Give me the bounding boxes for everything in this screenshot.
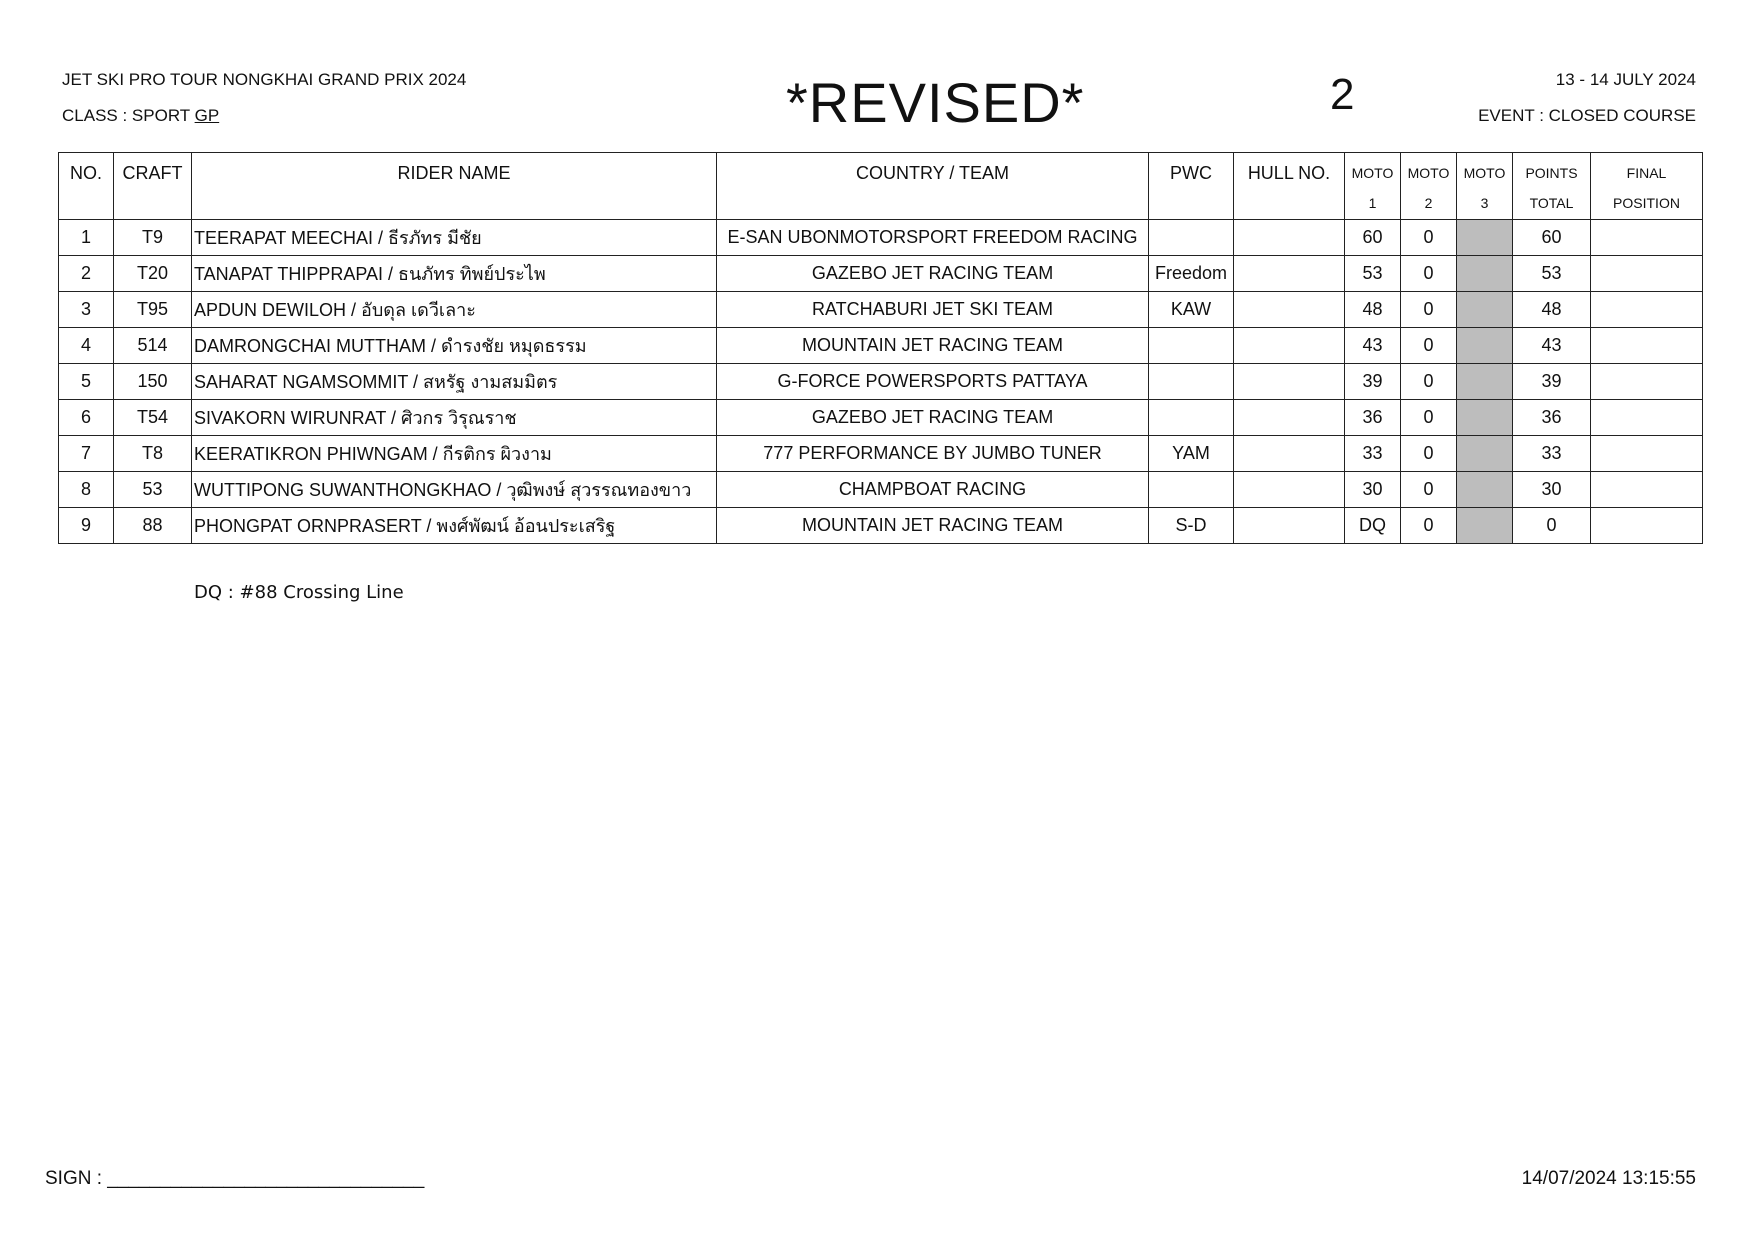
class-prefix: CLASS : SPORT: [62, 106, 190, 125]
event-date: 13 - 14 JULY 2024: [1555, 70, 1696, 89]
cell-points-total: 33: [1513, 436, 1591, 472]
cell-pwc: [1149, 400, 1234, 436]
cell-country-team: GAZEBO JET RACING TEAM: [717, 256, 1149, 292]
print-timestamp: 14/07/2024 13:15:55: [1521, 1168, 1696, 1189]
cell-rider-name: SIVAKORN WIRUNRAT / ศิวกร วิรุณราช: [192, 400, 717, 436]
cell-hull-no: [1234, 292, 1345, 328]
sign-line: SIGN : ______________________________: [45, 1168, 425, 1189]
cell-moto-1: 36: [1345, 400, 1401, 436]
cell-no: 6: [59, 400, 114, 436]
cell-moto-3: [1457, 220, 1513, 256]
cell-craft: T8: [114, 436, 192, 472]
col-country-team: COUNTRY / TEAM: [717, 153, 1149, 220]
table-row: [59, 220, 1703, 256]
cell-moto-1: DQ: [1345, 508, 1401, 544]
cell-pwc: KAW: [1149, 292, 1234, 328]
cell-hull-no: [1234, 400, 1345, 436]
cell-craft: 53: [114, 472, 192, 508]
cell-pwc: [1149, 364, 1234, 400]
cell-points-total: 53: [1513, 256, 1591, 292]
class-label: [62, 106, 219, 126]
col-final-position: FINAL POSITION: [1591, 153, 1703, 220]
cell-craft: 150: [114, 364, 192, 400]
cell-craft: 88: [114, 508, 192, 544]
cell-rider-name: TANAPAT THIPPRAPAI / ธนภัทร ทิพย์ประไพ: [192, 256, 717, 292]
cell-rider-name: DAMRONGCHAI MUTTHAM / ดำรงชัย หมุดธรรม: [192, 328, 717, 364]
cell-rider-name: TEERAPAT MEECHAI / ธีรภัทร มีชัย: [192, 220, 717, 256]
cell-moto-3: [1457, 436, 1513, 472]
cell-craft: T95: [114, 292, 192, 328]
col-no: NO.: [59, 153, 114, 220]
cell-no: 4: [59, 328, 114, 364]
cell-craft: T54: [114, 400, 192, 436]
cell-no: 8: [59, 472, 114, 508]
cell-moto-1: 60: [1345, 220, 1401, 256]
cell-final-position: [1591, 220, 1703, 256]
cell-final-position: [1591, 472, 1703, 508]
cell-moto-3: [1457, 400, 1513, 436]
cell-moto-3: [1457, 328, 1513, 364]
cell-moto-1: 30: [1345, 472, 1401, 508]
cell-moto-2: 0: [1401, 436, 1457, 472]
col-hull-no: HULL NO.: [1234, 153, 1345, 220]
cell-moto-3: [1457, 472, 1513, 508]
cell-no: 7: [59, 436, 114, 472]
cell-hull-no: [1234, 436, 1345, 472]
table-row: [59, 508, 1703, 544]
cell-hull-no: [1234, 220, 1345, 256]
cell-moto-2: 0: [1401, 328, 1457, 364]
col-craft: CRAFT: [114, 153, 192, 220]
event-title: JET SKI PRO TOUR NONGKHAI GRAND PRIX 2024: [62, 70, 467, 89]
col-moto-2: MOTO 2: [1401, 153, 1457, 220]
cell-rider-name: SAHARAT NGAMSOMMIT / สหรัฐ งามสมมิตร: [192, 364, 717, 400]
cell-pwc: [1149, 220, 1234, 256]
cell-points-total: 48: [1513, 292, 1591, 328]
cell-country-team: G-FORCE POWERSPORTS PATTAYA: [717, 364, 1149, 400]
cell-no: 3: [59, 292, 114, 328]
table-row: [59, 364, 1703, 400]
cell-no: 1: [59, 220, 114, 256]
cell-country-team: GAZEBO JET RACING TEAM: [717, 400, 1149, 436]
cell-rider-name: PHONGPAT ORNPRASERT / พงศ์พัฒน์ อ้อนประเสริฐ: [192, 508, 717, 544]
cell-final-position: [1591, 400, 1703, 436]
cell-no: 2: [59, 256, 114, 292]
cell-pwc: YAM: [1149, 436, 1234, 472]
cell-pwc: [1149, 328, 1234, 364]
cell-country-team: 777 PERFORMANCE BY JUMBO TUNER: [717, 436, 1149, 472]
cell-moto-3: [1457, 364, 1513, 400]
col-pwc: PWC: [1149, 153, 1234, 220]
cell-final-position: [1591, 508, 1703, 544]
cell-final-position: [1591, 256, 1703, 292]
cell-moto-1: 48: [1345, 292, 1401, 328]
cell-rider-name: KEERATIKRON PHIWNGAM / กีรติกร ผิวงาม: [192, 436, 717, 472]
cell-hull-no: [1234, 364, 1345, 400]
cell-moto-2: 0: [1401, 472, 1457, 508]
revised-banner: *REVISED*: [786, 71, 1085, 134]
cell-hull-no: [1234, 472, 1345, 508]
cell-rider-name: APDUN DEWILOH / อับดุล เดวีเลาะ: [192, 292, 717, 328]
cell-rider-name: WUTTIPONG SUWANTHONGKHAO / วุฒิพงษ์ สุวรรณทองขาว: [192, 472, 717, 508]
cell-moto-2: 0: [1401, 256, 1457, 292]
col-moto-3: MOTO 3: [1457, 153, 1513, 220]
cell-moto-2: 0: [1401, 508, 1457, 544]
cell-country-team: MOUNTAIN JET RACING TEAM: [717, 508, 1149, 544]
table-header-row: [59, 153, 1703, 220]
cell-hull-no: [1234, 328, 1345, 364]
class-value: GP: [194, 106, 220, 125]
table-row: [59, 328, 1703, 364]
cell-craft: 514: [114, 328, 192, 364]
cell-hull-no: [1234, 508, 1345, 544]
cell-points-total: 30: [1513, 472, 1591, 508]
cell-final-position: [1591, 364, 1703, 400]
cell-country-team: RATCHABURI JET SKI TEAM: [717, 292, 1149, 328]
col-rider-name: RIDER NAME: [192, 153, 717, 220]
cell-no: 5: [59, 364, 114, 400]
cell-pwc: [1149, 472, 1234, 508]
cell-pwc: S-D: [1149, 508, 1234, 544]
table-row: [59, 472, 1703, 508]
cell-moto-3: [1457, 256, 1513, 292]
results-table: [58, 152, 1703, 544]
cell-points-total: 0: [1513, 508, 1591, 544]
cell-moto-1: 53: [1345, 256, 1401, 292]
dq-note: DQ : #88 Crossing Line: [194, 582, 404, 603]
cell-moto-3: [1457, 508, 1513, 544]
cell-moto-2: 0: [1401, 220, 1457, 256]
col-moto-1: MOTO 1: [1345, 153, 1401, 220]
cell-points-total: 39: [1513, 364, 1591, 400]
sheet-number: 2: [1330, 70, 1355, 119]
cell-moto-1: 43: [1345, 328, 1401, 364]
cell-final-position: [1591, 436, 1703, 472]
cell-moto-1: 33: [1345, 436, 1401, 472]
cell-final-position: [1591, 328, 1703, 364]
cell-moto-1: 39: [1345, 364, 1401, 400]
cell-country-team: MOUNTAIN JET RACING TEAM: [717, 328, 1149, 364]
cell-moto-2: 0: [1401, 292, 1457, 328]
table-row: [59, 436, 1703, 472]
cell-hull-no: [1234, 256, 1345, 292]
cell-craft: T20: [114, 256, 192, 292]
cell-points-total: 60: [1513, 220, 1591, 256]
cell-moto-3: [1457, 292, 1513, 328]
cell-pwc: Freedom: [1149, 256, 1234, 292]
cell-no: 9: [59, 508, 114, 544]
table-row: [59, 400, 1703, 436]
cell-country-team: CHAMPBOAT RACING: [717, 472, 1149, 508]
table-row: [59, 292, 1703, 328]
cell-craft: T9: [114, 220, 192, 256]
cell-country-team: E-SAN UBONMOTORSPORT FREEDOM RACING: [717, 220, 1149, 256]
event-type: EVENT : CLOSED COURSE: [1478, 106, 1696, 125]
cell-final-position: [1591, 292, 1703, 328]
cell-points-total: 36: [1513, 400, 1591, 436]
cell-points-total: 43: [1513, 328, 1591, 364]
cell-moto-2: 0: [1401, 364, 1457, 400]
table-row: [59, 256, 1703, 292]
cell-moto-2: 0: [1401, 400, 1457, 436]
col-points-total: POINTS TOTAL: [1513, 153, 1591, 220]
